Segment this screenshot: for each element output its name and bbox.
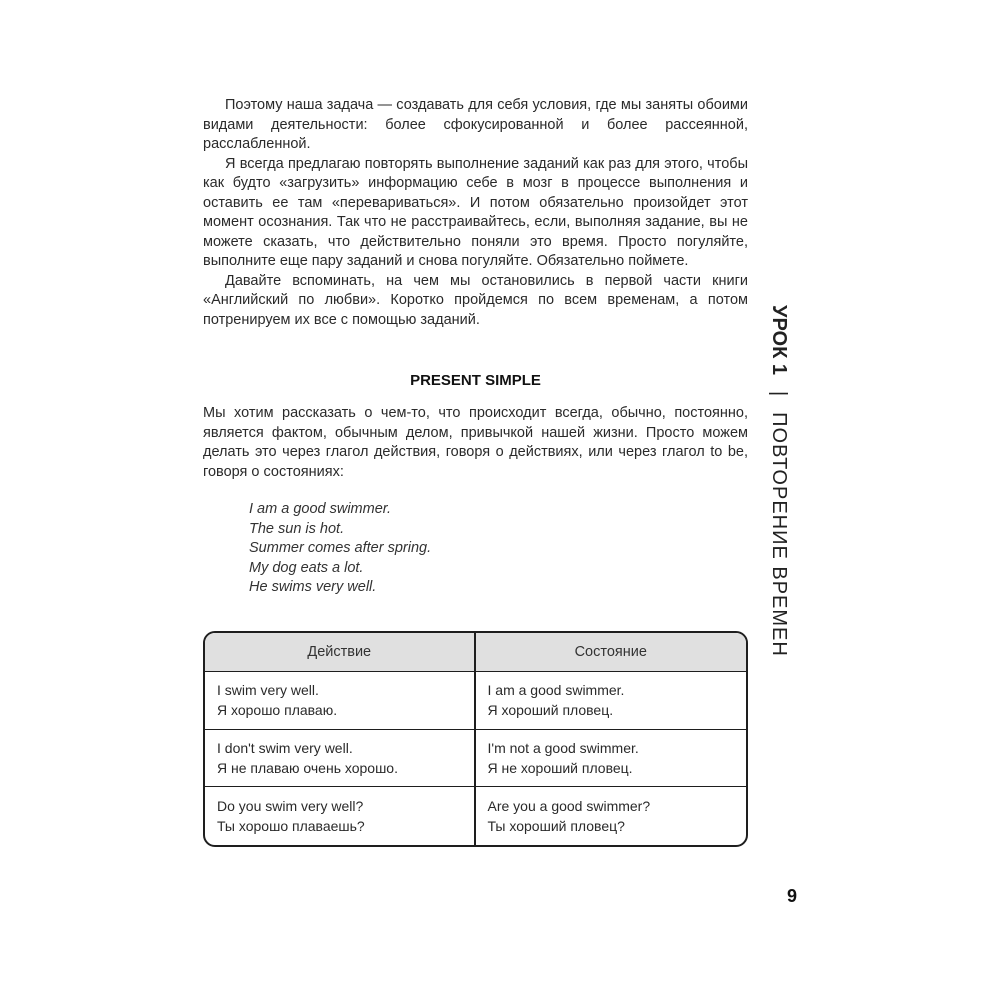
lesson-title: ПОВТОРЕНИЕ ВРЕМЕН [768, 412, 790, 657]
page-number: 9 [786, 886, 797, 906]
intro-paragraph: Я всегда предлагаю повторять выполнение заданий как раз для этого, чтобы как будто «загрузить» информацию себе в мозг в процессе выполнения и оставить ее там «перевариваться». И потом обязательно произойдет этот момент осознания. Так что не расстраивайтесь, если, выполняя задание, вы не можете сказать, что действительно поняли это время. Просто погуляйте, выполните еще пару заданий и снова погуляйте. Обязательно поймете. [203, 155, 748, 269]
table-cell-action [205, 672, 476, 730]
table-cell-state [476, 672, 747, 730]
header-separator: | [768, 390, 790, 397]
table-cell-action [205, 730, 476, 788]
grammar-table [203, 631, 748, 847]
section-title: PRESENT SIMPLE [410, 372, 541, 389]
cell-russian: Ты хороший пловец? [487, 818, 625, 835]
table-header-label: Действие [307, 644, 372, 660]
cell-russian: Я хороший пловец. [487, 702, 614, 719]
cell-english: I'm not a good swimmer. [487, 739, 639, 756]
intro-text [203, 96, 748, 330]
cell-english: I am a good swimmer. [487, 682, 625, 699]
table-cell-state [476, 787, 747, 845]
table-cell-action [205, 787, 476, 845]
cell-english: Are you a good swimmer? [487, 798, 651, 815]
section-definition: Мы хотим рассказать о чем-то, что происходит всегда, обычно, постоянно, является фактом, обычным делом, привычкой нашей жизни. Просто можем делать это через глагол действия, говоря о действиях, или через глагол to be, говоря о состояниях: [203, 405, 748, 480]
table-header-label: Состояние [574, 644, 647, 660]
cell-english: I swim very well. [217, 682, 319, 699]
table-header-action [205, 633, 476, 672]
example-sentence: My dog eats a lot. [249, 559, 364, 576]
cell-russian: Я не плаваю очень хорошо. [217, 759, 398, 776]
table-header-state [476, 633, 747, 672]
example-sentence: The sun is hot. [249, 520, 345, 537]
example-sentence: He swims very well. [249, 579, 377, 595]
example-sentence: Summer comes after spring. [249, 540, 432, 556]
cell-russian: Я хорошо плаваю. [217, 702, 338, 719]
lesson-label: УРОК 1 [768, 305, 790, 375]
cell-russian: Я не хороший пловец. [487, 759, 633, 776]
cell-russian: Ты хорошо плаваешь? [217, 818, 365, 835]
table-cell-state [476, 730, 747, 788]
intro-paragraph: Давайте вспоминать, на чем мы остановились в первой части книги «Английский по любви». Коротко пройдемся по всем временам, а потом потренируем их все с помощью заданий. [203, 272, 748, 328]
example-sentences [249, 500, 431, 598]
cell-english: Do you swim very well? [217, 798, 364, 815]
intro-paragraph: Поэтому наша задача — создавать для себя условия, где мы заняты обоими видами деятельности: более сфокусированной и более рассеянной, расслабленной. [203, 97, 748, 152]
example-sentence: I am a good swimmer. [249, 501, 392, 517]
cell-english: I don't swim very well. [217, 739, 353, 756]
